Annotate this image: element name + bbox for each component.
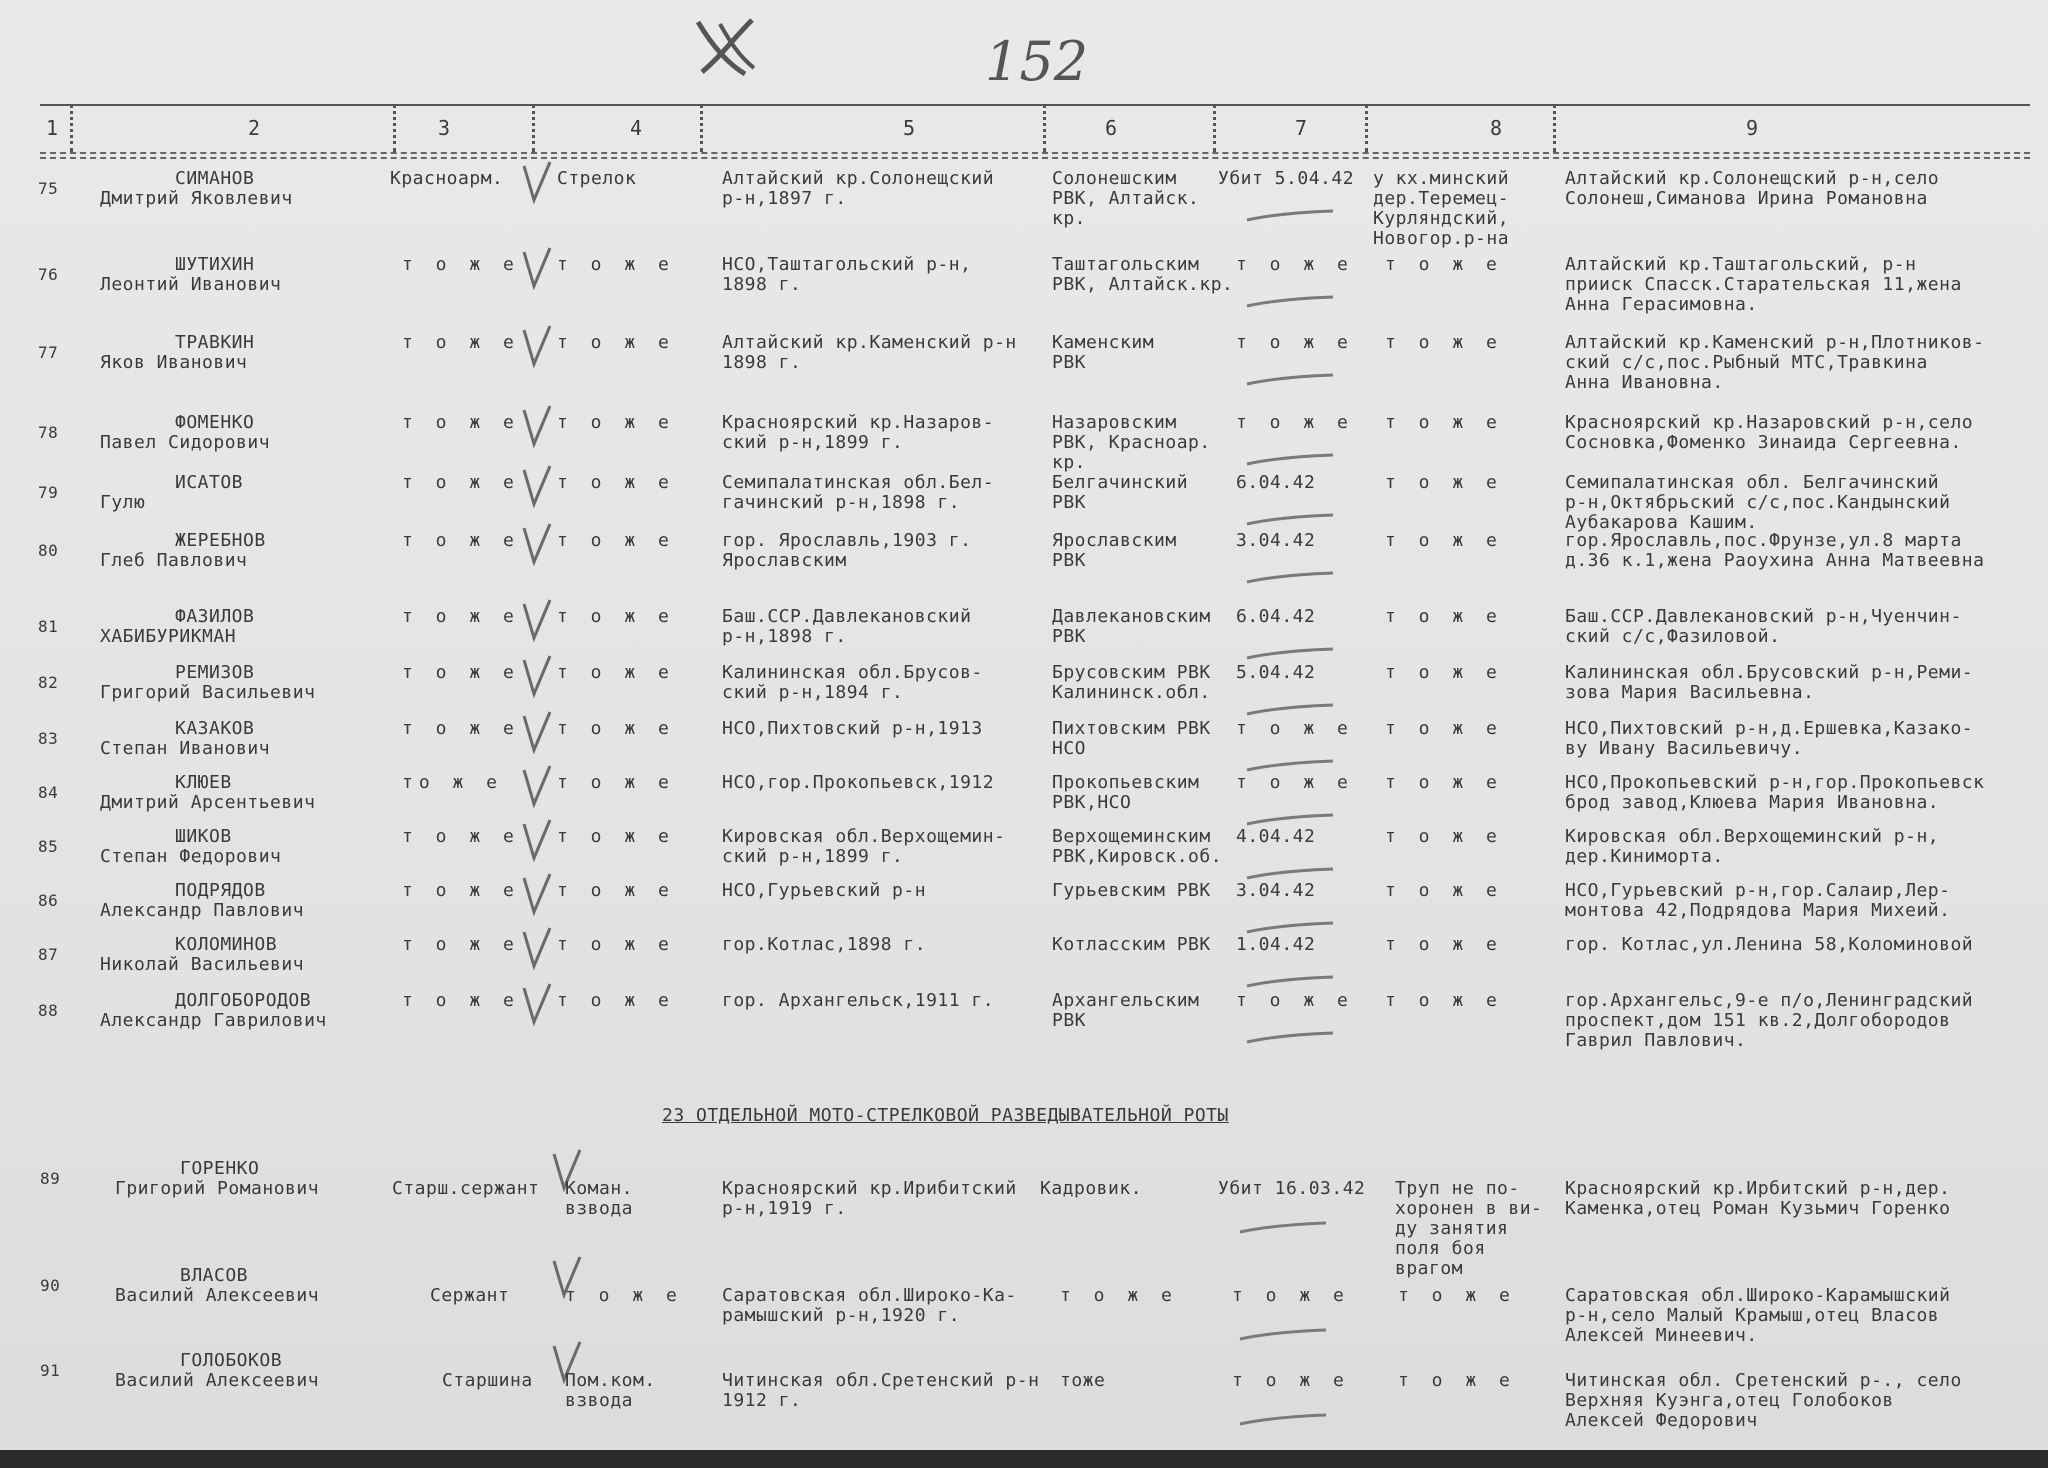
burial-place: т о ж е <box>1398 1370 1516 1391</box>
relative-address: монтова 42,Подрядова Мария Михеий. <box>1565 900 1951 921</box>
row-number: 83 <box>38 729 59 748</box>
pencil-stroke <box>1245 294 1335 310</box>
column-separator <box>1553 104 1556 152</box>
role: т о ж е <box>557 606 675 627</box>
role: т о ж е <box>557 662 675 683</box>
relative-address: гор.Ярославль,пос.Фрунзе,ул.8 марта <box>1565 530 1962 551</box>
given-name: Александр Павлович <box>100 900 305 921</box>
row-number: 82 <box>38 673 59 692</box>
recruiting-office: РВК, Алтайск.кр. <box>1052 274 1234 295</box>
relative-address: ву Ивану Васильевичу. <box>1565 738 1804 759</box>
rank: Старшина <box>442 1370 533 1391</box>
role: взвода <box>565 1390 634 1411</box>
birth-info: 1898 г. <box>722 352 802 373</box>
relative-address: прииск Спасск.Старательская 11,жена <box>1565 274 1962 295</box>
relative-address: брод завод,Клюева Мария Ивановна. <box>1565 792 1940 813</box>
rank: т о ж е <box>402 254 520 275</box>
given-name: Григорий Романович <box>115 1178 320 1199</box>
death-date: т о ж е <box>1236 332 1354 353</box>
birth-info: НСО,гор.Прокопьевск,1912 <box>722 772 995 793</box>
burial-place: т о ж е <box>1385 606 1503 627</box>
given-name: Леонтий Иванович <box>100 274 282 295</box>
burial-place: Труп не по- <box>1395 1178 1520 1199</box>
birth-info: НСО,Пихтовский р-н,1913 <box>722 718 983 739</box>
recruiting-office: Белгачинский <box>1052 472 1189 493</box>
burial-place: дер.Теремец- <box>1373 188 1510 209</box>
birth-info: 1898 г. <box>722 274 802 295</box>
pencil-stroke <box>1238 1327 1328 1343</box>
pencil-stroke <box>1245 646 1335 662</box>
burial-place: т о ж е <box>1385 772 1503 793</box>
given-name: Николай Васильевич <box>100 954 305 975</box>
checkmark-icon <box>520 926 554 972</box>
relative-address: Кировская обл.Верхощеминский р-н, <box>1565 826 1940 847</box>
rank: то ж е <box>402 772 504 793</box>
surname: ПОДРЯДОВ <box>175 880 266 901</box>
birth-info: рамышский р-н,1920 г. <box>722 1305 961 1326</box>
row-number: 79 <box>38 483 59 502</box>
role: т о ж е <box>557 254 675 275</box>
burial-place: т о ж е <box>1385 254 1503 275</box>
relative-address: Сосновка,Фоменко Зинаида Сергеевна. <box>1565 432 1962 453</box>
relative-address: Баш.ССР.Давлекановский р-н,Чуенчин- <box>1565 606 1962 627</box>
death-date: 3.04.42 <box>1236 880 1316 901</box>
birth-info: Семипалатинская обл.Бел- <box>722 472 995 493</box>
surname: ИСАТОВ <box>175 472 244 493</box>
row-number: 86 <box>38 891 59 910</box>
recruiting-office: Прокопьевским <box>1052 772 1200 793</box>
checkmark-icon <box>520 710 554 756</box>
recruiting-office: РВК, Красноар. <box>1052 432 1211 453</box>
rank: Красноарм. <box>390 168 504 189</box>
death-date: т о ж е <box>1236 718 1354 739</box>
row-number: 75 <box>38 179 59 198</box>
given-name: ХАБИБУРИКМАН <box>100 626 237 647</box>
birth-info: Красноярский кр.Назаров- <box>722 412 995 433</box>
given-name: Глеб Павлович <box>100 550 248 571</box>
surname: ФОМЕНКО <box>175 412 255 433</box>
recruiting-office: Каменским <box>1052 332 1155 353</box>
surname: ГОЛОБОКОВ <box>180 1350 283 1371</box>
burial-place: у кх.минский <box>1373 168 1510 189</box>
given-name: Павел Сидорович <box>100 432 271 453</box>
given-name: Василий Алексеевич <box>115 1285 320 1306</box>
rank: т о ж е <box>402 880 520 901</box>
relative-address: зова Мария Васильевна. <box>1565 682 1815 703</box>
checkmark-icon <box>520 404 554 450</box>
row-number: 81 <box>38 617 59 636</box>
pencil-stroke <box>1245 208 1335 224</box>
birth-info: гор.Котлас,1898 г. <box>722 934 927 955</box>
birth-info: Саратовская обл.Широко-Ка- <box>722 1285 1017 1306</box>
relative-address: ский с/с,Фазиловой. <box>1565 626 1781 647</box>
death-date: т о ж е <box>1232 1285 1350 1306</box>
given-name: Степан Иванович <box>100 738 271 759</box>
recruiting-office: РВК,НСО <box>1052 792 1132 813</box>
death-date: 5.04.42 <box>1236 662 1316 683</box>
birth-info: Кировская обл.Верхощемин- <box>722 826 1006 847</box>
column-number: 1 <box>46 116 59 140</box>
death-date: т о ж е <box>1236 254 1354 275</box>
surname: ФАЗИЛОВ <box>175 606 255 627</box>
birth-info: НСО,Гурьевский р-н <box>722 880 927 901</box>
death-date: 4.04.42 <box>1236 826 1316 847</box>
recruiting-office: Давлекановским <box>1052 606 1211 627</box>
recruiting-office: Верхощеминским <box>1052 826 1211 847</box>
relative-address: гор.Архангельс,9-е п/о,Ленинградский <box>1565 990 1974 1011</box>
role: Пом.ком. <box>565 1370 656 1391</box>
role: взвода <box>565 1198 634 1219</box>
column-separator <box>70 104 73 152</box>
rank: т о ж е <box>402 412 520 433</box>
burial-place: Новогор.р-на <box>1373 228 1510 249</box>
recruiting-office: Калининск.обл. <box>1052 682 1211 703</box>
handwritten-page-number: 152 <box>985 30 1089 93</box>
given-name: Василий Алексеевич <box>115 1370 320 1391</box>
birth-info: 1912 г. <box>722 1390 802 1411</box>
header-top-rule <box>40 104 2030 106</box>
birth-info: Читинская обл.Сретенский р-н <box>722 1370 1040 1391</box>
birth-info: Алтайский кр.Солонещский <box>722 168 995 189</box>
row-number: 90 <box>40 1276 61 1295</box>
burial-place: т о ж е <box>1385 826 1503 847</box>
rank: т о ж е <box>402 332 520 353</box>
surname: ГОРЕНКО <box>180 1158 260 1179</box>
recruiting-office: Кадровик. <box>1040 1178 1143 1199</box>
column-separator <box>393 104 396 152</box>
row-number: 78 <box>38 423 59 442</box>
pencil-stroke <box>1245 512 1335 528</box>
role: т о ж е <box>557 530 675 551</box>
column-number: 7 <box>1295 116 1308 140</box>
surname: ШИКОВ <box>175 826 232 847</box>
death-date: т о ж е <box>1236 990 1354 1011</box>
burial-place: ду занятия <box>1395 1218 1509 1239</box>
birth-info: р-н,1897 г. <box>722 188 847 209</box>
relative-address: Каменка,отец Роман Кузьмич Горенко <box>1565 1198 1951 1219</box>
role: т о ж е <box>557 412 675 433</box>
relative-address: НСО,Пихтовский р-н,д.Ершевка,Казако- <box>1565 718 1974 739</box>
handwritten-x-mark <box>690 12 760 82</box>
given-name: Степан Федорович <box>100 846 282 867</box>
recruiting-office: РВК <box>1052 492 1087 513</box>
row-number: 88 <box>38 1001 59 1020</box>
rank: Старш.сержант <box>392 1178 540 1199</box>
burial-place: т о ж е <box>1385 990 1503 1011</box>
role: т о ж е <box>557 718 675 739</box>
birth-info: Ярославским <box>722 550 847 571</box>
birth-info: ский р-н,1899 г. <box>722 432 904 453</box>
birth-info: ский р-н,1899 г. <box>722 846 904 867</box>
pencil-stroke <box>1245 452 1335 468</box>
recruiting-office: РВК <box>1052 626 1087 647</box>
rank: т о ж е <box>402 990 520 1011</box>
recruiting-office: Архангельским <box>1052 990 1200 1011</box>
burial-place: т о ж е <box>1385 880 1503 901</box>
burial-place: т о ж е <box>1385 332 1503 353</box>
role: Стрелок <box>557 168 637 189</box>
relative-address: Калининская обл.Брусовский р-н,Реми- <box>1565 662 1974 683</box>
checkmark-icon <box>520 464 554 510</box>
rank: т о ж е <box>402 530 520 551</box>
relative-address: Аубакарова Кашим. <box>1565 512 1758 533</box>
birth-info: Красноярский кр.Ирибитский <box>722 1178 1017 1199</box>
role: т о ж е <box>557 826 675 847</box>
relative-address: Семипалатинская обл. Белгачинский <box>1565 472 1940 493</box>
row-number: 87 <box>38 945 59 964</box>
column-number: 8 <box>1490 116 1503 140</box>
recruiting-office: тоже <box>1060 1370 1106 1391</box>
header-bottom-rule-2 <box>40 157 2030 159</box>
burial-place: т о ж е <box>1385 412 1503 433</box>
column-separator <box>1213 104 1216 152</box>
death-date: Убит 16.03.42 <box>1218 1178 1366 1199</box>
role: т о ж е <box>557 990 675 1011</box>
given-name: Григорий Васильевич <box>100 682 316 703</box>
relative-address: Читинская обл. Сретенский р-., село <box>1565 1370 1962 1391</box>
burial-place: т о ж е <box>1385 530 1503 551</box>
role: т о ж е <box>557 332 675 353</box>
death-date: 6.04.42 <box>1236 472 1316 493</box>
birth-info: Алтайский кр.Каменский р-н <box>722 332 1017 353</box>
column-separator <box>532 104 535 152</box>
relative-address: Анна Ивановна. <box>1565 372 1724 393</box>
surname: ШУТИХИН <box>175 254 255 275</box>
relative-address: Алексей Федорович <box>1565 1410 1758 1431</box>
surname: ЖЕРЕБНОВ <box>175 530 266 551</box>
recruiting-office: Брусовским РВК <box>1052 662 1211 683</box>
checkmark-icon <box>520 818 554 864</box>
birth-info: НСО,Таштагольский р-н, <box>722 254 972 275</box>
pencil-stroke <box>1245 1030 1335 1046</box>
relative-address: Красноярский кр.Назаровский р-н,село <box>1565 412 1974 433</box>
given-name: Александр Гаврилович <box>100 1010 327 1031</box>
role: т о ж е <box>565 1285 683 1306</box>
relative-address: ский с/с,пос.Рыбный МТС,Травкина <box>1565 352 1928 373</box>
column-separator <box>1365 104 1368 152</box>
birth-info: Калининская обл.Брусов- <box>722 662 983 683</box>
rank: т о ж е <box>402 662 520 683</box>
burial-place: т о ж е <box>1385 472 1503 493</box>
birth-info: гачинский р-н,1898 г. <box>722 492 961 513</box>
surname: КАЗАКОВ <box>175 718 255 739</box>
burial-place: т о ж е <box>1398 1285 1516 1306</box>
role: т о ж е <box>557 934 675 955</box>
pencil-stroke <box>1238 1220 1328 1236</box>
recruiting-office: Котласским РВК <box>1052 934 1211 955</box>
recruiting-office: Пихтовским РВК <box>1052 718 1211 739</box>
death-date: т о ж е <box>1236 772 1354 793</box>
relative-address: Алексей Минеевич. <box>1565 1325 1758 1346</box>
death-date: 1.04.42 <box>1236 934 1316 955</box>
role: т о ж е <box>557 772 675 793</box>
given-name: Дмитрий Яковлевич <box>100 188 293 209</box>
checkmark-icon <box>520 160 554 206</box>
column-number: 6 <box>1105 116 1118 140</box>
relative-address: Алтайский кр.Солонещский р-н,село <box>1565 168 1940 189</box>
recruiting-office: Солонешским <box>1052 168 1177 189</box>
recruiting-office: Гурьевским РВК <box>1052 880 1211 901</box>
checkmark-icon <box>520 324 554 370</box>
row-number: 77 <box>38 343 59 362</box>
relative-address: р-н,село Малый Крамыш,отец Власов <box>1565 1305 1940 1326</box>
burial-place: поля боя <box>1395 1238 1486 1259</box>
column-separator <box>700 104 703 152</box>
scan-edge <box>0 1450 2048 1468</box>
death-date: Убит 5.04.42 <box>1218 168 1355 189</box>
recruiting-office: РВК <box>1052 550 1087 571</box>
surname: ТРАВКИН <box>175 332 255 353</box>
rank: т о ж е <box>402 606 520 627</box>
surname: ДОЛГОБОРОДОВ <box>175 990 312 1011</box>
row-number: 85 <box>38 837 59 856</box>
burial-place: Курляндский, <box>1373 208 1510 229</box>
burial-place: т о ж е <box>1385 718 1503 739</box>
pencil-stroke <box>1245 570 1335 586</box>
relative-address: д.36 к.1,жена Раоухина Анна Матвеевна <box>1565 550 1985 571</box>
row-number: 89 <box>40 1169 61 1188</box>
rank: т о ж е <box>402 826 520 847</box>
role: Коман. <box>565 1178 634 1199</box>
recruiting-office: Назаровским <box>1052 412 1177 433</box>
burial-place: т о ж е <box>1385 934 1503 955</box>
relative-address: Саратовская обл.Широко-Карамышский <box>1565 1285 1951 1306</box>
relative-address: Гаврил Павлович. <box>1565 1030 1747 1051</box>
recruiting-office: РВК <box>1052 1010 1087 1031</box>
surname: СИМАНОВ <box>175 168 255 189</box>
column-separator <box>1043 104 1046 152</box>
relative-address: Алтайский кр.Таштагольский, р-н <box>1565 254 1917 275</box>
surname: РЕМИЗОВ <box>175 662 255 683</box>
relative-address: НСО,Гурьевский р-н,гор.Салаир,Лер- <box>1565 880 1951 901</box>
checkmark-icon <box>520 246 554 292</box>
recruiting-office: Таштагольским <box>1052 254 1200 275</box>
checkmark-icon <box>520 764 554 810</box>
role: т о ж е <box>557 880 675 901</box>
relative-address: гор. Котлас,ул.Ленина 58,Коломиновой <box>1565 934 1974 955</box>
recruiting-office: РВК, Алтайск. <box>1052 188 1200 209</box>
recruiting-office: кр. <box>1052 208 1087 229</box>
birth-info: р-н,1919 г. <box>722 1198 847 1219</box>
rank: Сержант <box>430 1285 510 1306</box>
checkmark-icon <box>520 982 554 1028</box>
pencil-stroke <box>1245 702 1335 718</box>
birth-info: р-н,1898 г. <box>722 626 847 647</box>
column-number: 4 <box>630 116 643 140</box>
checkmark-icon <box>520 654 554 700</box>
surname: КОЛОМИНОВ <box>175 934 278 955</box>
checkmark-icon <box>520 522 554 568</box>
burial-place: врагом <box>1395 1258 1464 1279</box>
relative-address: Алтайский кр.Каменский р-н,Плотников- <box>1565 332 1985 353</box>
relative-address: Анна Герасимовна. <box>1565 294 1758 315</box>
given-name: Гулю <box>100 492 146 513</box>
rank: т о ж е <box>402 472 520 493</box>
rank: т о ж е <box>402 718 520 739</box>
relative-address: р-н,Октябрьский с/с,пос.Кандынский <box>1565 492 1951 513</box>
row-number: 84 <box>38 783 59 802</box>
relative-address: Красноярский кр.Ирбитский р-н,дер. <box>1565 1178 1951 1199</box>
pencil-stroke <box>1245 974 1335 990</box>
relative-address: дер.Киниморта. <box>1565 846 1724 867</box>
death-date: т о ж е <box>1236 412 1354 433</box>
death-date: т о ж е <box>1232 1370 1350 1391</box>
column-number: 9 <box>1746 116 1759 140</box>
recruiting-office: т о ж е <box>1060 1285 1178 1306</box>
column-number: 2 <box>248 116 261 140</box>
surname: КЛЮЕВ <box>175 772 232 793</box>
row-number: 91 <box>40 1361 61 1380</box>
given-name: Дмитрий Арсентьевич <box>100 792 316 813</box>
burial-place: хоронен в ви- <box>1395 1198 1543 1219</box>
recruiting-office: Ярославским <box>1052 530 1177 551</box>
recruiting-office: РВК,Кировск.об. <box>1052 846 1223 867</box>
recruiting-office: кр. <box>1052 452 1087 473</box>
recruiting-office: НСО <box>1052 738 1087 759</box>
relative-address: НСО,Прокопьевский р-н,гор.Прокопьевск <box>1565 772 1985 793</box>
rank: т о ж е <box>402 934 520 955</box>
checkmark-icon <box>520 872 554 918</box>
birth-info: гор. Архангельск,1911 г. <box>722 990 995 1011</box>
given-name: Яков Иванович <box>100 352 248 373</box>
section-title: 23 ОТДЕЛЬНОЙ МОТО-СТРЕЛКОВОЙ РАЗВЕДЫВАТЕЛЬНОЙ РОТЫ <box>662 1105 1229 1126</box>
relative-address: Солонеш,Симанова Ирина Романовна <box>1565 188 1928 209</box>
birth-info: ский р-н,1894 г. <box>722 682 904 703</box>
row-number: 76 <box>38 265 59 284</box>
column-number: 3 <box>438 116 451 140</box>
relative-address: проспект,дом 151 кв.2,Долгобородов <box>1565 1010 1951 1031</box>
checkmark-icon <box>520 598 554 644</box>
recruiting-office: РВК <box>1052 352 1087 373</box>
death-date: 6.04.42 <box>1236 606 1316 627</box>
birth-info: Баш.ССР.Давлекановский <box>722 606 972 627</box>
relative-address: Верхняя Куэнга,отец Голобоков <box>1565 1390 1894 1411</box>
column-number: 5 <box>903 116 916 140</box>
header-bottom-rule <box>40 152 2030 154</box>
pencil-stroke <box>1245 372 1335 388</box>
death-date: 3.04.42 <box>1236 530 1316 551</box>
row-number: 80 <box>38 541 59 560</box>
birth-info: гор. Ярославль,1903 г. <box>722 530 972 551</box>
surname: ВЛАСОВ <box>180 1265 249 1286</box>
role: т о ж е <box>557 472 675 493</box>
pencil-stroke <box>1238 1412 1328 1428</box>
burial-place: т о ж е <box>1385 662 1503 683</box>
